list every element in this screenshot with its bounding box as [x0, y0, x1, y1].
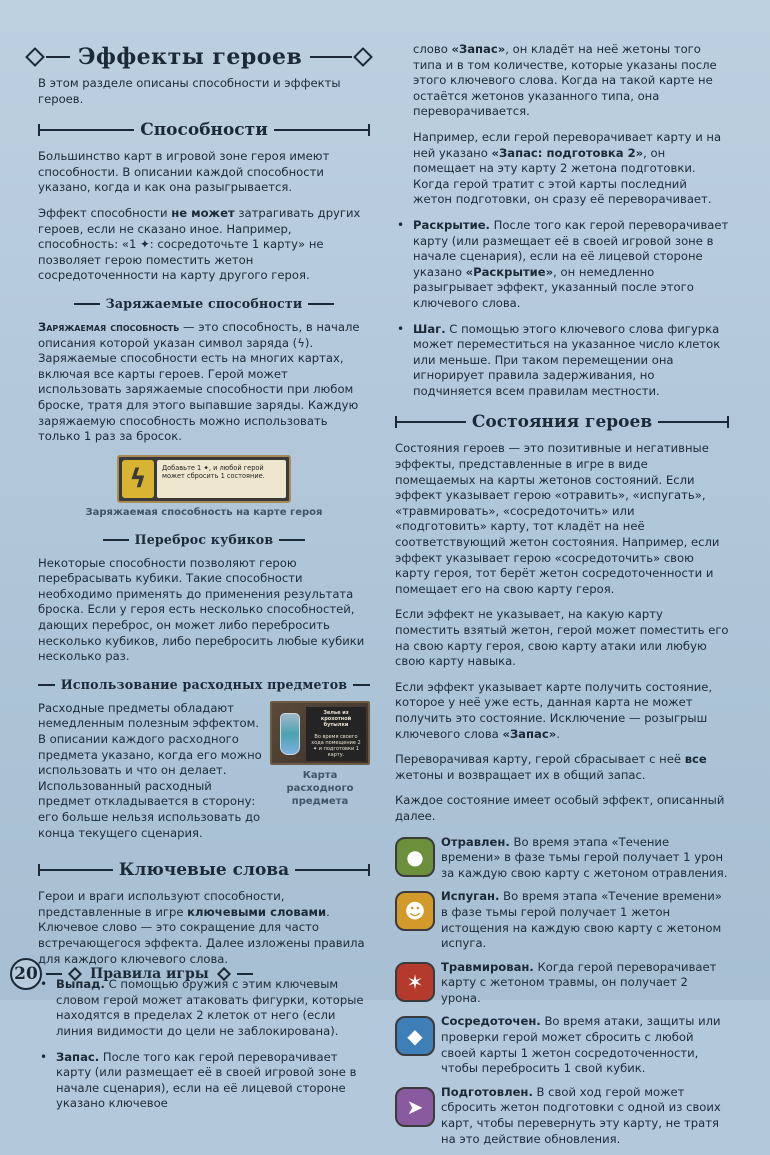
page-number: 20	[10, 958, 42, 990]
fear-icon: ☻	[395, 891, 435, 931]
abilities-paragraph-1: Большинство карт в игровой зоне героя имеют способности. В описании каждой способности указано, когда и как она разыгрывается.	[38, 149, 330, 195]
status-poisoned: ● Отравлен. Во время этапа «Течение времени» в фазе тьмы герой получает 1 урон за каждую свою карту с жетоном отравления.	[395, 835, 729, 882]
main-title-heading	[28, 42, 370, 72]
abilities-paragraph-2: Эффект способности не может затрагивать других героев, если не сказано иное. Например, способность: «1 ✦: сосредоточьте 1 карту» не позволяет герою поместить жетон сосредоточенности на карту другого героя.	[38, 205, 361, 283]
charged-card-example	[117, 455, 291, 503]
consumables-heading	[38, 675, 370, 695]
consumable-card-title: Зелье из крохотной бутылки	[320, 709, 352, 728]
abilities-title: Способности	[140, 120, 268, 141]
conditions-paragraph-3: Если эффект указывает карте получить состояние, которое у неё уже есть, данная карта не может получить это состояние. Исключение — розыгрыш ключевого слова «Запас».	[395, 679, 713, 741]
list-item: • Шаг. С помощью этого ключевого слова фигурка может переместиться на указанное число клеток или меньше. При таком перемещении она игнорирует правила задерживания, но подчиняется всем правилам местности.	[395, 322, 729, 400]
potion-bottle-icon	[280, 713, 300, 755]
consumable-card-text: Во время своего хода помещение 2 ✦ и подготовки 1 карту.	[311, 733, 361, 758]
consumable-caption: Карта расходного предмета	[286, 769, 354, 807]
charged-title: Заряжаемые способности	[105, 296, 303, 312]
main-title: Эффекты героев	[78, 44, 303, 70]
footer-label: Правила игры	[90, 966, 209, 982]
conditions-paragraph-1: Состояния героев — это позитивные и негативные эффекты, представленные в игре в виде помещаемых на карты жетонов состояний. Если эффект указывает герою «отравить», «испугать», «травмировать», «сосредоточить» или «подготовить» карту, тот кладёт на неё соответствующий жетон состояния. Например, если эффект указывает герою «сосредоточить» свою карту героя, тот берёт жетон сосредоточенности и помещает его на свою карту героя.	[395, 441, 720, 596]
charged-card-text: Добавьте 1 ✦, и любой герой может сбросить 1 состояние.	[157, 460, 286, 498]
status-focused: ◆ Сосредоточен. Во время атаки, защиты или проверки герой может сбросить с любой своей карты 1 жетон сосредоточенности, чтобы перебросить 1 свой кубик.	[395, 1014, 729, 1076]
charged-heading	[38, 294, 370, 314]
keywords-list-left	[38, 977, 370, 1112]
stock-continuation: слово «Запас», он кладёт на неё жетоны того типа и в том количестве, которые указаны после этого ключевого слова. Когда на такой карте не остаётся жетонов указанного типа, она переворачивается.	[413, 42, 717, 119]
consumables-paragraph: Расходные предметы обладают немедленным полезным эффектом. В описании каждого расходного предмета указано, когда его можно использовать и что он делает. Использованный расходный предмет откладывается в сторону: его больше нельзя использовать до конца текущего сценария.	[38, 700, 262, 840]
consumable-card-example	[270, 701, 370, 851]
consumables-title: Использование расходных предметов	[60, 677, 348, 693]
focus-icon: ◆	[395, 1016, 435, 1056]
keywords-list-right	[395, 218, 729, 400]
status-prepared: ➤ Подготовлен. В свой ход герой может сбросить жетон подготовки с одной из своих карт, чтобы перевернуть эту карту, не тратя на это действие обновления.	[395, 1085, 729, 1147]
stock-example: Например, если герой переворачивает карту и на ней указано «Запас: подготовка 2», он помещает на эту карту 2 жетона подготовки. Когда герой тратит с этой карты последний жетон подготовки, он сразу её переворачивает.	[413, 129, 722, 207]
conditions-paragraph-5: Каждое состояние имеет особый эффект, описанный далее.	[395, 793, 725, 823]
conditions-paragraph-4: Переворачивая карту, герой сбрасывает с неё все жетоны и возвращает их в общий запас.	[395, 752, 707, 782]
reroll-paragraph: Некоторые способности позволяют герою перебрасывать кубики. Такие способности необходимо применять до применения результата броска. Если у героя есть несколько способностей, дающих переброс, он может либо перебросить несколько кубиков, либо перебросить любые кубики несколько раз.	[38, 555, 365, 664]
ornament-diamond-icon	[353, 47, 373, 67]
ornament-diamond-icon	[68, 967, 82, 981]
status-frightened: ☻ Испуган. Во время этапа «Течение времени» в фазе тьмы герой получает 1 жетон истощения на каждую свою карту с жетоном испуга.	[395, 889, 729, 951]
right-column	[395, 42, 729, 1155]
list-item: • Раскрытие. После того как герой переворачивает карту (или размещает её в своей игровой зоне в начале сценария), если на её лицевой стороне указано «Раскрытие», он немедленно разыгрывает эффект, указанный после этого ключевого слова.	[395, 218, 729, 312]
list-item: • Запас. После того как герой переворачивает карту (или размещает её в своей игровой зоне в начале сценария), если на её лицевой стороне указано ключевое	[38, 1050, 370, 1112]
conditions-title: Состояния героев	[471, 412, 653, 433]
poison-icon: ●	[395, 837, 435, 877]
conditions-paragraph-2: Если эффект не указывает, на какую карту поместить взятый жетон, герой может поместить его на свою карту героя, свою карту атаки или любую свою карту навыка.	[395, 607, 729, 669]
keywords-heading	[38, 857, 370, 883]
charged-caption: Заряжаемая способность на карте героя	[85, 506, 323, 518]
conditions-heading	[395, 409, 729, 435]
lightning-icon: ϟ	[122, 460, 154, 498]
status-wounded: ✶ Травмирован. Когда герой переворачивает карту с жетоном травмы, он получает 2 урона.	[395, 960, 729, 1007]
prepare-icon: ➤	[395, 1087, 435, 1127]
keywords-title: Ключевые слова	[118, 860, 290, 881]
consumables-section	[38, 701, 370, 851]
reroll-heading	[38, 530, 370, 550]
ornament-diamond-icon	[217, 967, 231, 981]
reroll-title: Переброс кубиков	[134, 532, 274, 548]
keywords-paragraph: Герои и враги используют способности, представленные в игре ключевыми словами. Ключевое слово — это сокращение для часто встречающегося эффекта. Далее изложены правила для каждого ключевого слова.	[38, 889, 365, 966]
abilities-heading	[38, 117, 370, 143]
page-footer	[10, 958, 430, 990]
list-item: • Выпад. С помощью оружия с этим ключевым словом герой может атаковать фигурки, которые находятся в пределах 2 клеток от него (если линия видимости до цели не заблокирована).	[38, 977, 370, 1039]
charged-paragraph: Заряжаемая способность — это способность, в начале описания которой указан символ заряда (ϟ). Заряжаемые способности есть на многих картах, включая все карты героев. Герой может использовать заряжаемые способности при любом броске, тратя для этого выпавшие заряды. Каждую заряжаемую способность можно использовать только 1 раз за бросок.	[38, 319, 360, 444]
intro-text: В этом разделе описаны способности и эффекты героев.	[38, 76, 341, 106]
wound-icon: ✶	[395, 962, 435, 1002]
ornament-diamond-icon	[25, 47, 45, 67]
